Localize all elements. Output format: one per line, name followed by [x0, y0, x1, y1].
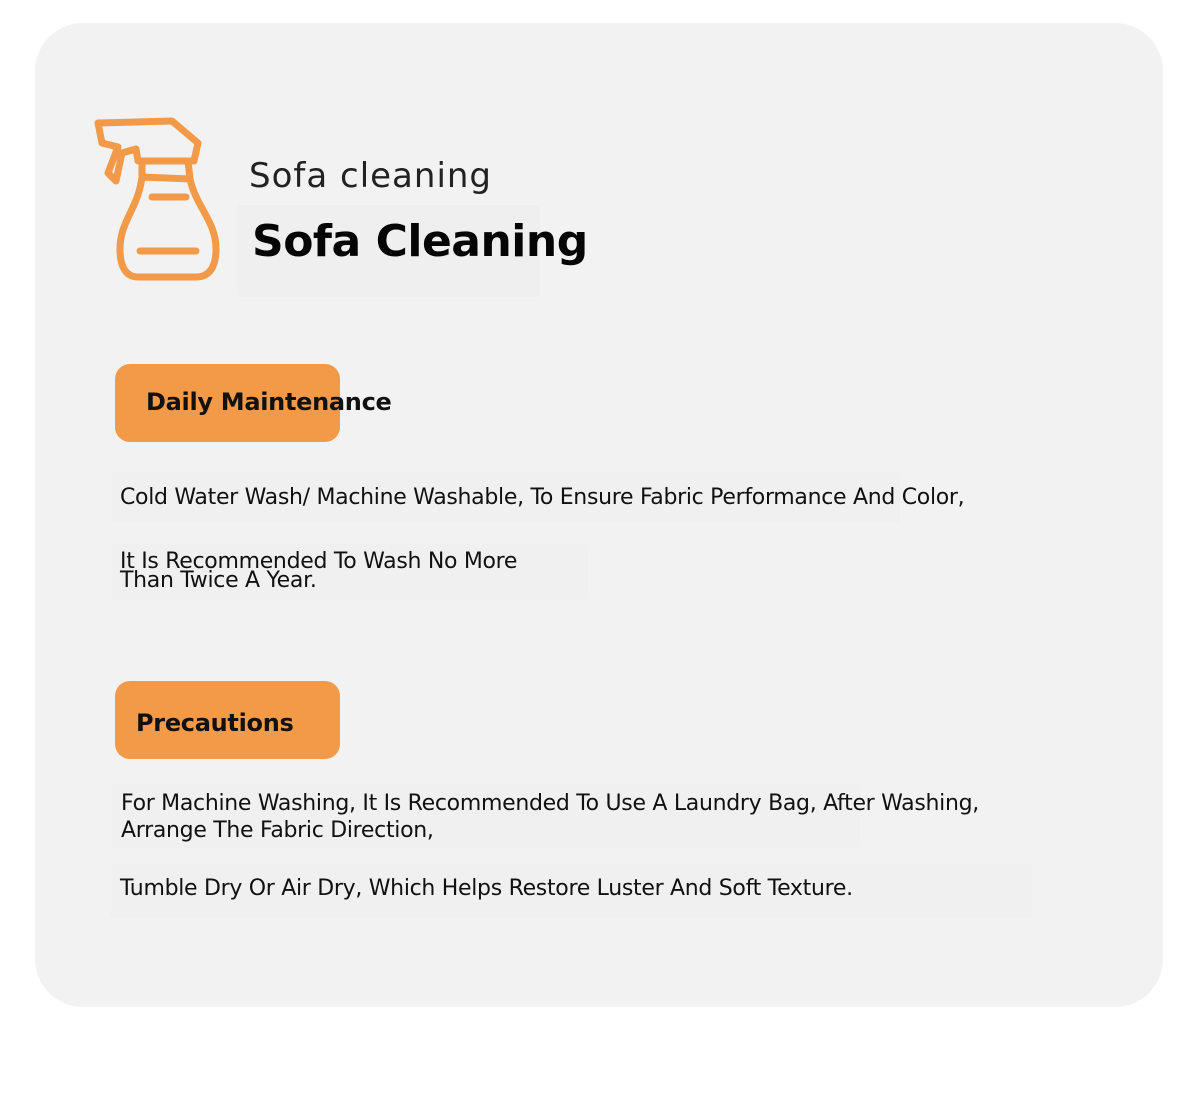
paragraph-line: It Is Recommended To Wash No More	[120, 549, 518, 574]
paragraph-line: Tumble Dry Or Air Dry, Which Helps Restore Luster And Soft Texture.	[120, 876, 853, 901]
paragraph-line: Arrange The Fabric Direction,	[121, 818, 434, 843]
paragraph-line: For Machine Washing, It Is Recommended To Use A Laundry Bag, After Washing,	[121, 791, 979, 816]
paragraph-line: Than Twice A Year.	[120, 568, 317, 593]
paragraph-line: Cold Water Wash/ Machine Washable, To Ensure Fabric Performance And Color,	[120, 485, 965, 510]
spray-bottle-icon	[92, 117, 222, 285]
page-title: Sofa Cleaning	[252, 216, 588, 267]
precautions-heading: Precautions	[136, 709, 294, 737]
daily-maintenance-heading: Daily Maintenance	[146, 388, 392, 416]
page-subtitle: Sofa cleaning	[249, 156, 493, 196]
